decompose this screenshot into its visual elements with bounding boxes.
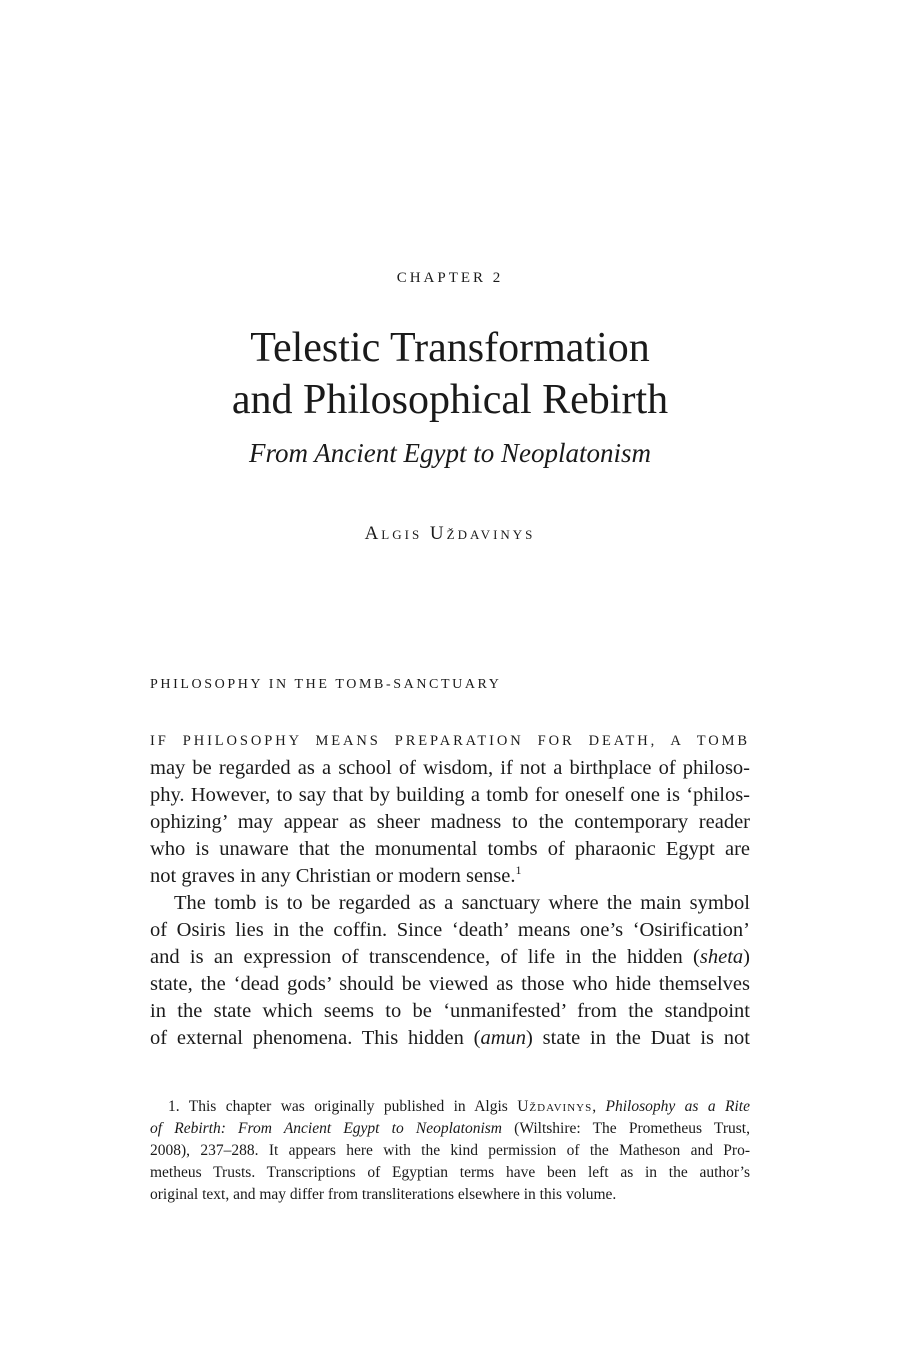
text-segment: ) state in the Duat is not: [526, 1027, 750, 1049]
author-small-caps: Uždavinys: [517, 1098, 593, 1115]
chapter-subtitle: From Ancient Egypt to Neoplatonism: [249, 438, 651, 468]
text-line: who is unaware that the monumental tombs of pharaonic Egypt are: [150, 838, 750, 860]
text-segment: ): [743, 946, 750, 968]
text-line: The tomb is to be regarded as a sanctuary where the main symbol: [174, 892, 750, 914]
text-segment: (Wiltshire: The Prometheus Trust,: [502, 1120, 750, 1137]
text-segment: and is an expression of transcendence, of life in the hidden (: [150, 946, 700, 968]
text-line: in the state which seems to be ‘unmanifested’ from the standpoint: [150, 1000, 750, 1022]
paragraph-1: [150, 728, 750, 890]
footnote-line: metheus Trusts. Transcriptions of Egyptian terms have been left as in the author’s: [150, 1164, 750, 1181]
text-line: may be regarded as a school of wisdom, if not a birthplace of philoso-: [150, 757, 750, 779]
text-segment: of external phenomena. This hidden (: [150, 1027, 481, 1049]
footnote-line: [150, 1096, 750, 1118]
lead-in-line: IF PHILOSOPHY MEANS PREPARATION FOR DEATH, A TOMB: [150, 733, 750, 749]
text-line: state, the ‘dead gods’ should be viewed as those who hide themselves: [150, 973, 750, 995]
paragraph-2: [150, 890, 750, 1052]
text-line: [150, 1025, 750, 1052]
footnote: [150, 1096, 750, 1206]
text-line-content: not graves in any Christian or modern sense.: [150, 865, 516, 887]
text-line: of Osiris lies in the coffin. Since ‘death’ means one’s ‘Osirification’: [150, 919, 750, 941]
title-line-1: Telestic Transformation: [250, 325, 650, 371]
text-segment: 1. This chapter was originally published in Algis: [168, 1098, 518, 1115]
footnote-line: 2008), 237–288. It appears here with the kind permission of the Matheson and Pro-: [150, 1142, 750, 1159]
chapter-label: CHAPTER 2: [396, 270, 504, 286]
footnote-line: original text, and may differ from transliterations elsewhere in this volume.: [150, 1186, 617, 1203]
body-text: [150, 728, 750, 1052]
italic-term: amun: [480, 1027, 527, 1049]
italic-term: sheta: [699, 946, 744, 968]
footnote-ref: 1: [515, 863, 522, 878]
title-line-2: and Philosophical Rebirth: [231, 377, 669, 423]
text-line: ophizing’ may appear as sheer madness to the contemporary reader: [150, 811, 750, 833]
text-segment: ,: [592, 1098, 606, 1115]
chapter-title: [0, 322, 900, 426]
author-name: Algis Uždavinys: [364, 523, 536, 544]
footnote-line: [150, 1118, 750, 1140]
text-line: [150, 944, 750, 971]
section-heading: PHILOSOPHY IN THE TOMB-SANCTUARY: [150, 677, 502, 692]
text-line: [150, 863, 750, 890]
book-title: Philosophy as a Rite: [605, 1098, 750, 1115]
text-line: phy. However, to say that by building a tomb for oneself one is ‘philos-: [150, 784, 750, 806]
book-title: of Rebirth: From Ancient Egypt to Neoplatonism: [150, 1120, 502, 1137]
